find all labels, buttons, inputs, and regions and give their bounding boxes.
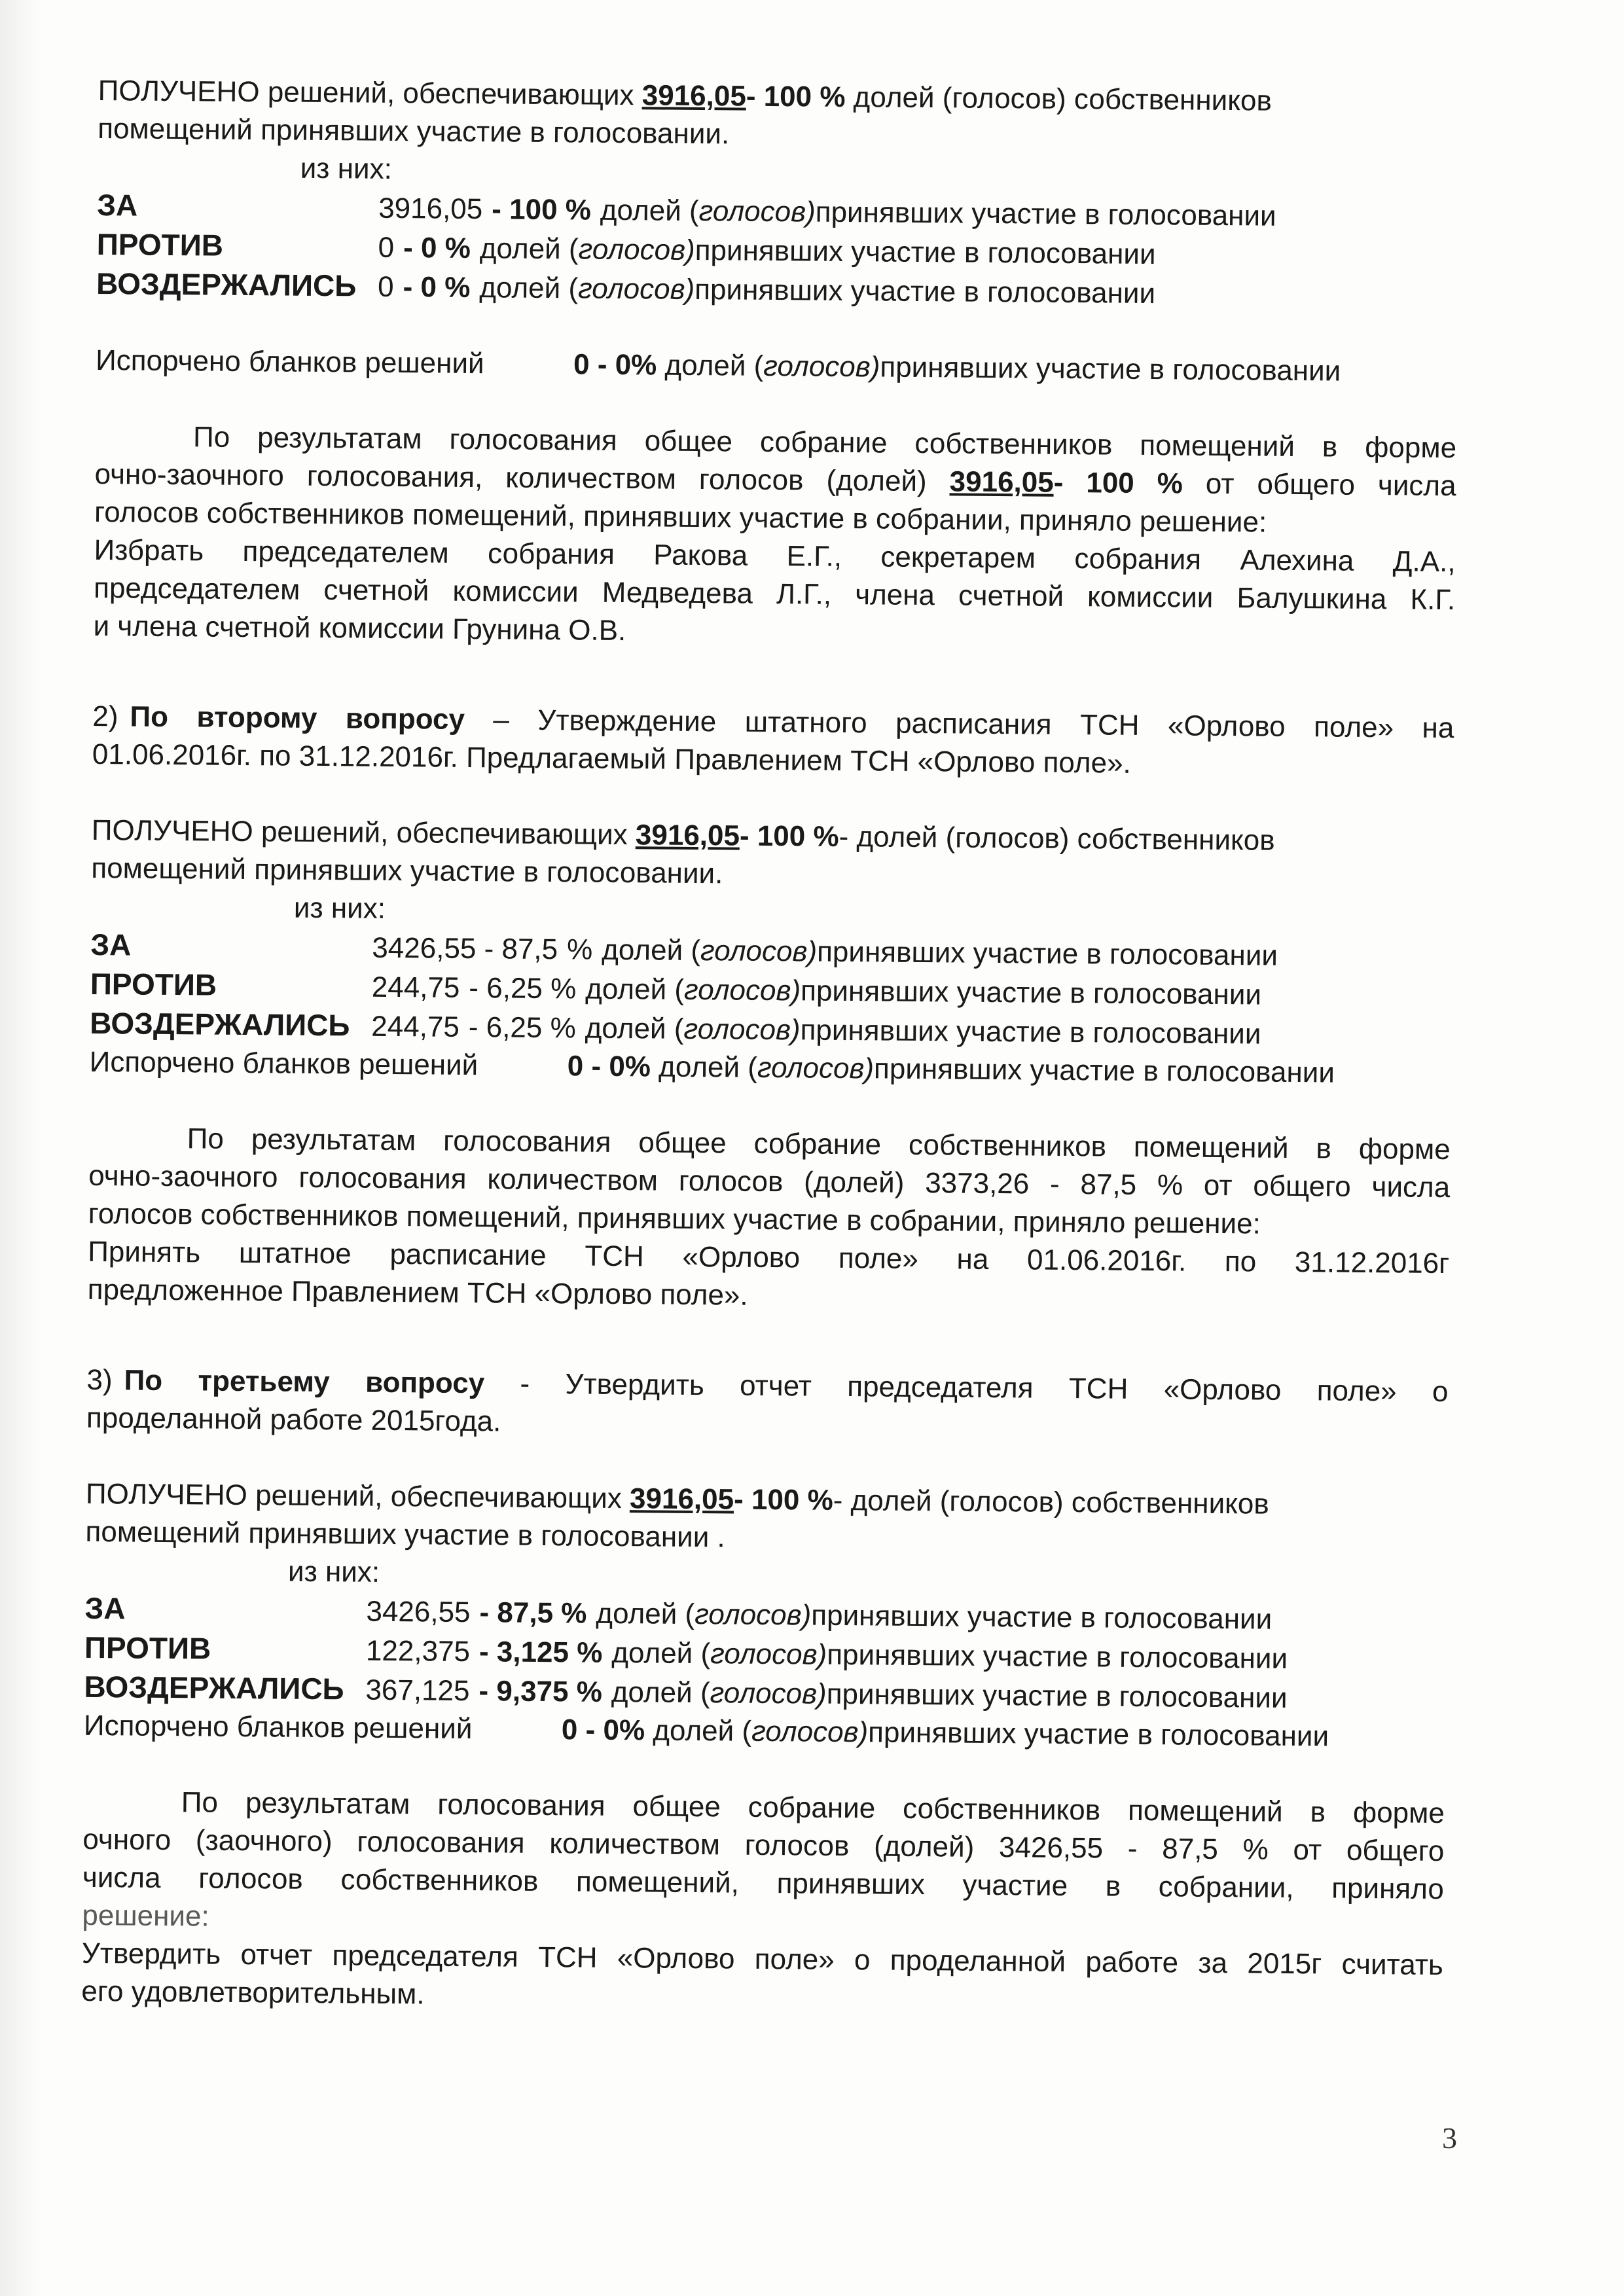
share-text-tail: принявших участие в голосовании xyxy=(694,273,1156,310)
received-prefix: ПОЛУЧЕНО решений, обеспечивающих xyxy=(85,1477,630,1515)
share-text-tail: принявших участие в голосовании xyxy=(827,1638,1288,1675)
vote-label-protiv: ПРОТИВ xyxy=(84,1630,211,1666)
share-text: долей ( xyxy=(602,933,701,967)
document-content xyxy=(81,72,1460,2022)
share-word: голосов) xyxy=(751,1715,869,1749)
q1-decision-line1: Избрать председателем собрания Ракова Е.Г., секретарем собрания Алехина Д.А., xyxy=(94,533,1456,579)
vote-pct: - 0 % xyxy=(403,232,471,264)
q3-decision-line1: Утвердить отчет председателя ТСН «Орлово поле» о проделанной работе за 2015г считать xyxy=(81,1937,1444,1982)
received-value: 3916,05 xyxy=(635,819,740,852)
scan-shadow xyxy=(0,0,39,2296)
vote-value: 367,125 xyxy=(365,1674,470,1708)
question-heading: По третьему вопросу xyxy=(124,1364,485,1400)
q3-result-line3: числа голосов собственников помещений, принявших участие в собрании, приняло xyxy=(82,1861,1445,1906)
share-text-tail: принявших участие в голосовании xyxy=(811,1599,1272,1636)
vote-pct: - 9,375 % xyxy=(478,1675,603,1708)
received-suffix: - долей (голосов) собственников xyxy=(839,820,1275,857)
received-prefix: ПОЛУЧЕНО решений, обеспечивающих xyxy=(91,814,636,852)
share-text-tail: принявших участие в голосовании xyxy=(816,935,1278,972)
vote-label-abstain: ВОЗДЕРЖАЛИСЬ xyxy=(96,266,357,303)
share-word: голосов) xyxy=(700,935,818,968)
vote-value: 3426,55 - 87,5 xyxy=(372,931,558,966)
vote-label-za: ЗА xyxy=(84,1590,126,1626)
share-text-tail: принявших участие в голосовании xyxy=(800,1014,1261,1050)
vote-pct: - 87,5 % xyxy=(479,1596,587,1630)
q3-result-line4: решение: xyxy=(82,1899,209,1933)
q2-decision-line1: Принять штатное расписание ТСН «Орлово поле» на 01.06.2016г. по 31.12.2016г xyxy=(88,1235,1450,1280)
vote-pct: - 0 % xyxy=(403,271,471,304)
share-text: долей ( xyxy=(479,272,579,305)
spoiled-value: 0 - 0% xyxy=(561,1713,645,1747)
vote-pct: - 3,125 % xyxy=(478,1636,603,1669)
q1-iz-nih: из них: xyxy=(300,152,393,185)
question-heading: По второму вопросу xyxy=(130,700,465,736)
share-text-tail: принявших участие в голосовании xyxy=(873,1052,1335,1089)
vote-value: 3916,05 xyxy=(378,192,483,226)
question-number: 3) xyxy=(86,1363,113,1397)
share-text-tail: принявших участие в голосовании xyxy=(826,1677,1288,1714)
vote-value: 0 xyxy=(378,231,395,264)
vote-pct: % xyxy=(566,933,593,966)
share-text: долей ( xyxy=(611,1636,711,1670)
share-word: голосов) xyxy=(683,1013,801,1047)
received-prefix: ПОЛУЧЕНО решений, обеспечивающих xyxy=(98,74,642,112)
q3-result-line1: По результатам голосования общее собрание собственников помещений в форме xyxy=(181,1786,1445,1830)
result-pct: - 100 % xyxy=(1053,466,1183,500)
share-text: долей ( xyxy=(585,973,685,1006)
question-number: 2) xyxy=(92,700,118,733)
share-text-tail: принявших участие в голосовании xyxy=(867,1716,1329,1753)
vote-value: 0 xyxy=(377,270,394,303)
vote-value: 122,375 xyxy=(365,1634,471,1668)
question-text: - Утвердить отчет председателя ТСН «Орлово поле» о xyxy=(484,1367,1449,1408)
result-value: 3916,05 xyxy=(949,465,1054,499)
vote-label-abstain: ВОЗДЕРЖАЛИСЬ xyxy=(90,1005,350,1043)
share-word: голосов) xyxy=(578,233,695,266)
share-text: долей ( xyxy=(664,349,764,382)
vote-label-za: ЗА xyxy=(97,187,138,223)
q2-iz-nih: из них: xyxy=(293,891,386,925)
result-text: очно-заочного голосования, количеством голосов (долей) xyxy=(94,457,950,498)
share-word: голосов) xyxy=(698,195,816,228)
q1-result-line3: голосов собственников помещений, принявших участие в собрании, приняло решение: xyxy=(94,495,1267,539)
share-text-tail: принявших участие в голосовании xyxy=(815,196,1276,232)
vote-value: 244,75 xyxy=(371,971,460,1004)
q1-result-line1: По результатам голосования общее собрание собственников помещений в форме xyxy=(192,421,1457,465)
q2-result-line2: очно-заочного голосования количеством голосов (долей) 3373,26 - 87,5 % от общего числа xyxy=(88,1159,1451,1204)
vote-label-protiv: ПРОТИВ xyxy=(90,966,217,1002)
q2-result-line1: По результатам голосования общее собрание собственников помещений в форме xyxy=(187,1122,1451,1166)
q3-heading-line2: проделанной работе 2015года. xyxy=(86,1401,501,1438)
q1-decision-line2: председателем счетной комиссии Медведева Л.Г., члена счетной комиссии Балушкина К.Г. xyxy=(93,571,1456,617)
vote-label-protiv: ПРОТИВ xyxy=(96,226,224,262)
received-pct: - 100 % xyxy=(733,1483,833,1516)
share-text: долей ( xyxy=(479,232,579,266)
vote-label-za: ЗА xyxy=(90,927,132,962)
share-text: долей ( xyxy=(596,1597,695,1631)
share-word: голосов) xyxy=(694,1598,812,1632)
vote-pct: - 6,25 % xyxy=(469,971,577,1005)
share-text-tail: принявших участие в голосовании xyxy=(800,975,1262,1011)
q1-received-line2: помещений принявших участие в голосовании. xyxy=(98,112,730,151)
received-value: 3916,05 xyxy=(629,1482,734,1516)
share-text: долей ( xyxy=(611,1676,710,1710)
received-suffix: долей (голосов) собственников xyxy=(845,81,1272,117)
q2-heading-line2: 01.06.2016г. по 31.12.2016г. Предлагаемый Правлением ТСН «Орлово поле». xyxy=(92,738,1131,780)
share-text-tail: принявших участие в голосовании xyxy=(880,351,1341,387)
q2-result-line3: голосов собственников помещений, принявших участие в собрании, приняло решение: xyxy=(88,1197,1261,1240)
spoiled-label: Испорчено бланков решений xyxy=(89,1045,478,1082)
vote-value: 244,75 xyxy=(371,1010,460,1043)
share-text: долей ( xyxy=(600,194,699,228)
spoiled-value: 0 - 0% xyxy=(567,1050,651,1083)
page-number: 3 xyxy=(1442,2121,1457,2155)
share-word: голосов) xyxy=(710,1677,827,1710)
q1-decision-line3: и члена счетной комиссии Грунина О.В. xyxy=(93,609,626,647)
received-suffix: - долей (голосов) собственников xyxy=(833,1484,1269,1520)
share-word: голосов) xyxy=(710,1638,827,1671)
question-text: – Утверждение штатного расписания ТСН «Орлово поле» на xyxy=(464,703,1454,745)
spoiled-value: 0 - 0% xyxy=(573,348,657,382)
vote-pct: - 100 % xyxy=(492,193,592,226)
received-pct: - 100 % xyxy=(739,819,839,853)
share-word: голосов) xyxy=(757,1051,875,1085)
share-text: долей ( xyxy=(585,1012,684,1045)
share-word: голосов) xyxy=(683,973,801,1007)
share-word: голосов) xyxy=(577,272,695,306)
received-pct: - 100 % xyxy=(746,80,846,113)
result-text-tail: от общего числа xyxy=(1182,467,1456,503)
vote-value: 3426,55 xyxy=(366,1595,471,1629)
received-value: 3916,05 xyxy=(641,79,747,113)
share-text: долей ( xyxy=(653,1714,752,1748)
vote-pct: - 6,25 % xyxy=(468,1011,576,1045)
q2-received-line2: помещений принявших участие в голосовании. xyxy=(91,852,723,890)
share-text: долей ( xyxy=(658,1050,758,1084)
q3-result-line2: очного (заочного) голосования количеством голосов (долей) 3426,55 - 87,5 % от общего xyxy=(82,1823,1445,1868)
share-word: голосов) xyxy=(763,350,880,384)
spoiled-label: Испорчено бланков решений xyxy=(95,344,484,380)
q3-received-line2: помещений принявших участие в голосовании . xyxy=(85,1515,725,1554)
vote-label-abstain: ВОЗДЕРЖАЛИСЬ xyxy=(84,1669,344,1706)
spoiled-label: Испорчено бланков решений xyxy=(83,1709,473,1746)
share-text-tail: принявших участие в голосовании xyxy=(695,234,1156,271)
q2-decision-line2: предложенное Правлением ТСН «Орлово поле». xyxy=(87,1273,748,1312)
q3-decision-line2: его удовлетворительным. xyxy=(81,1975,425,2011)
q3-iz-nih: из них: xyxy=(287,1555,380,1588)
